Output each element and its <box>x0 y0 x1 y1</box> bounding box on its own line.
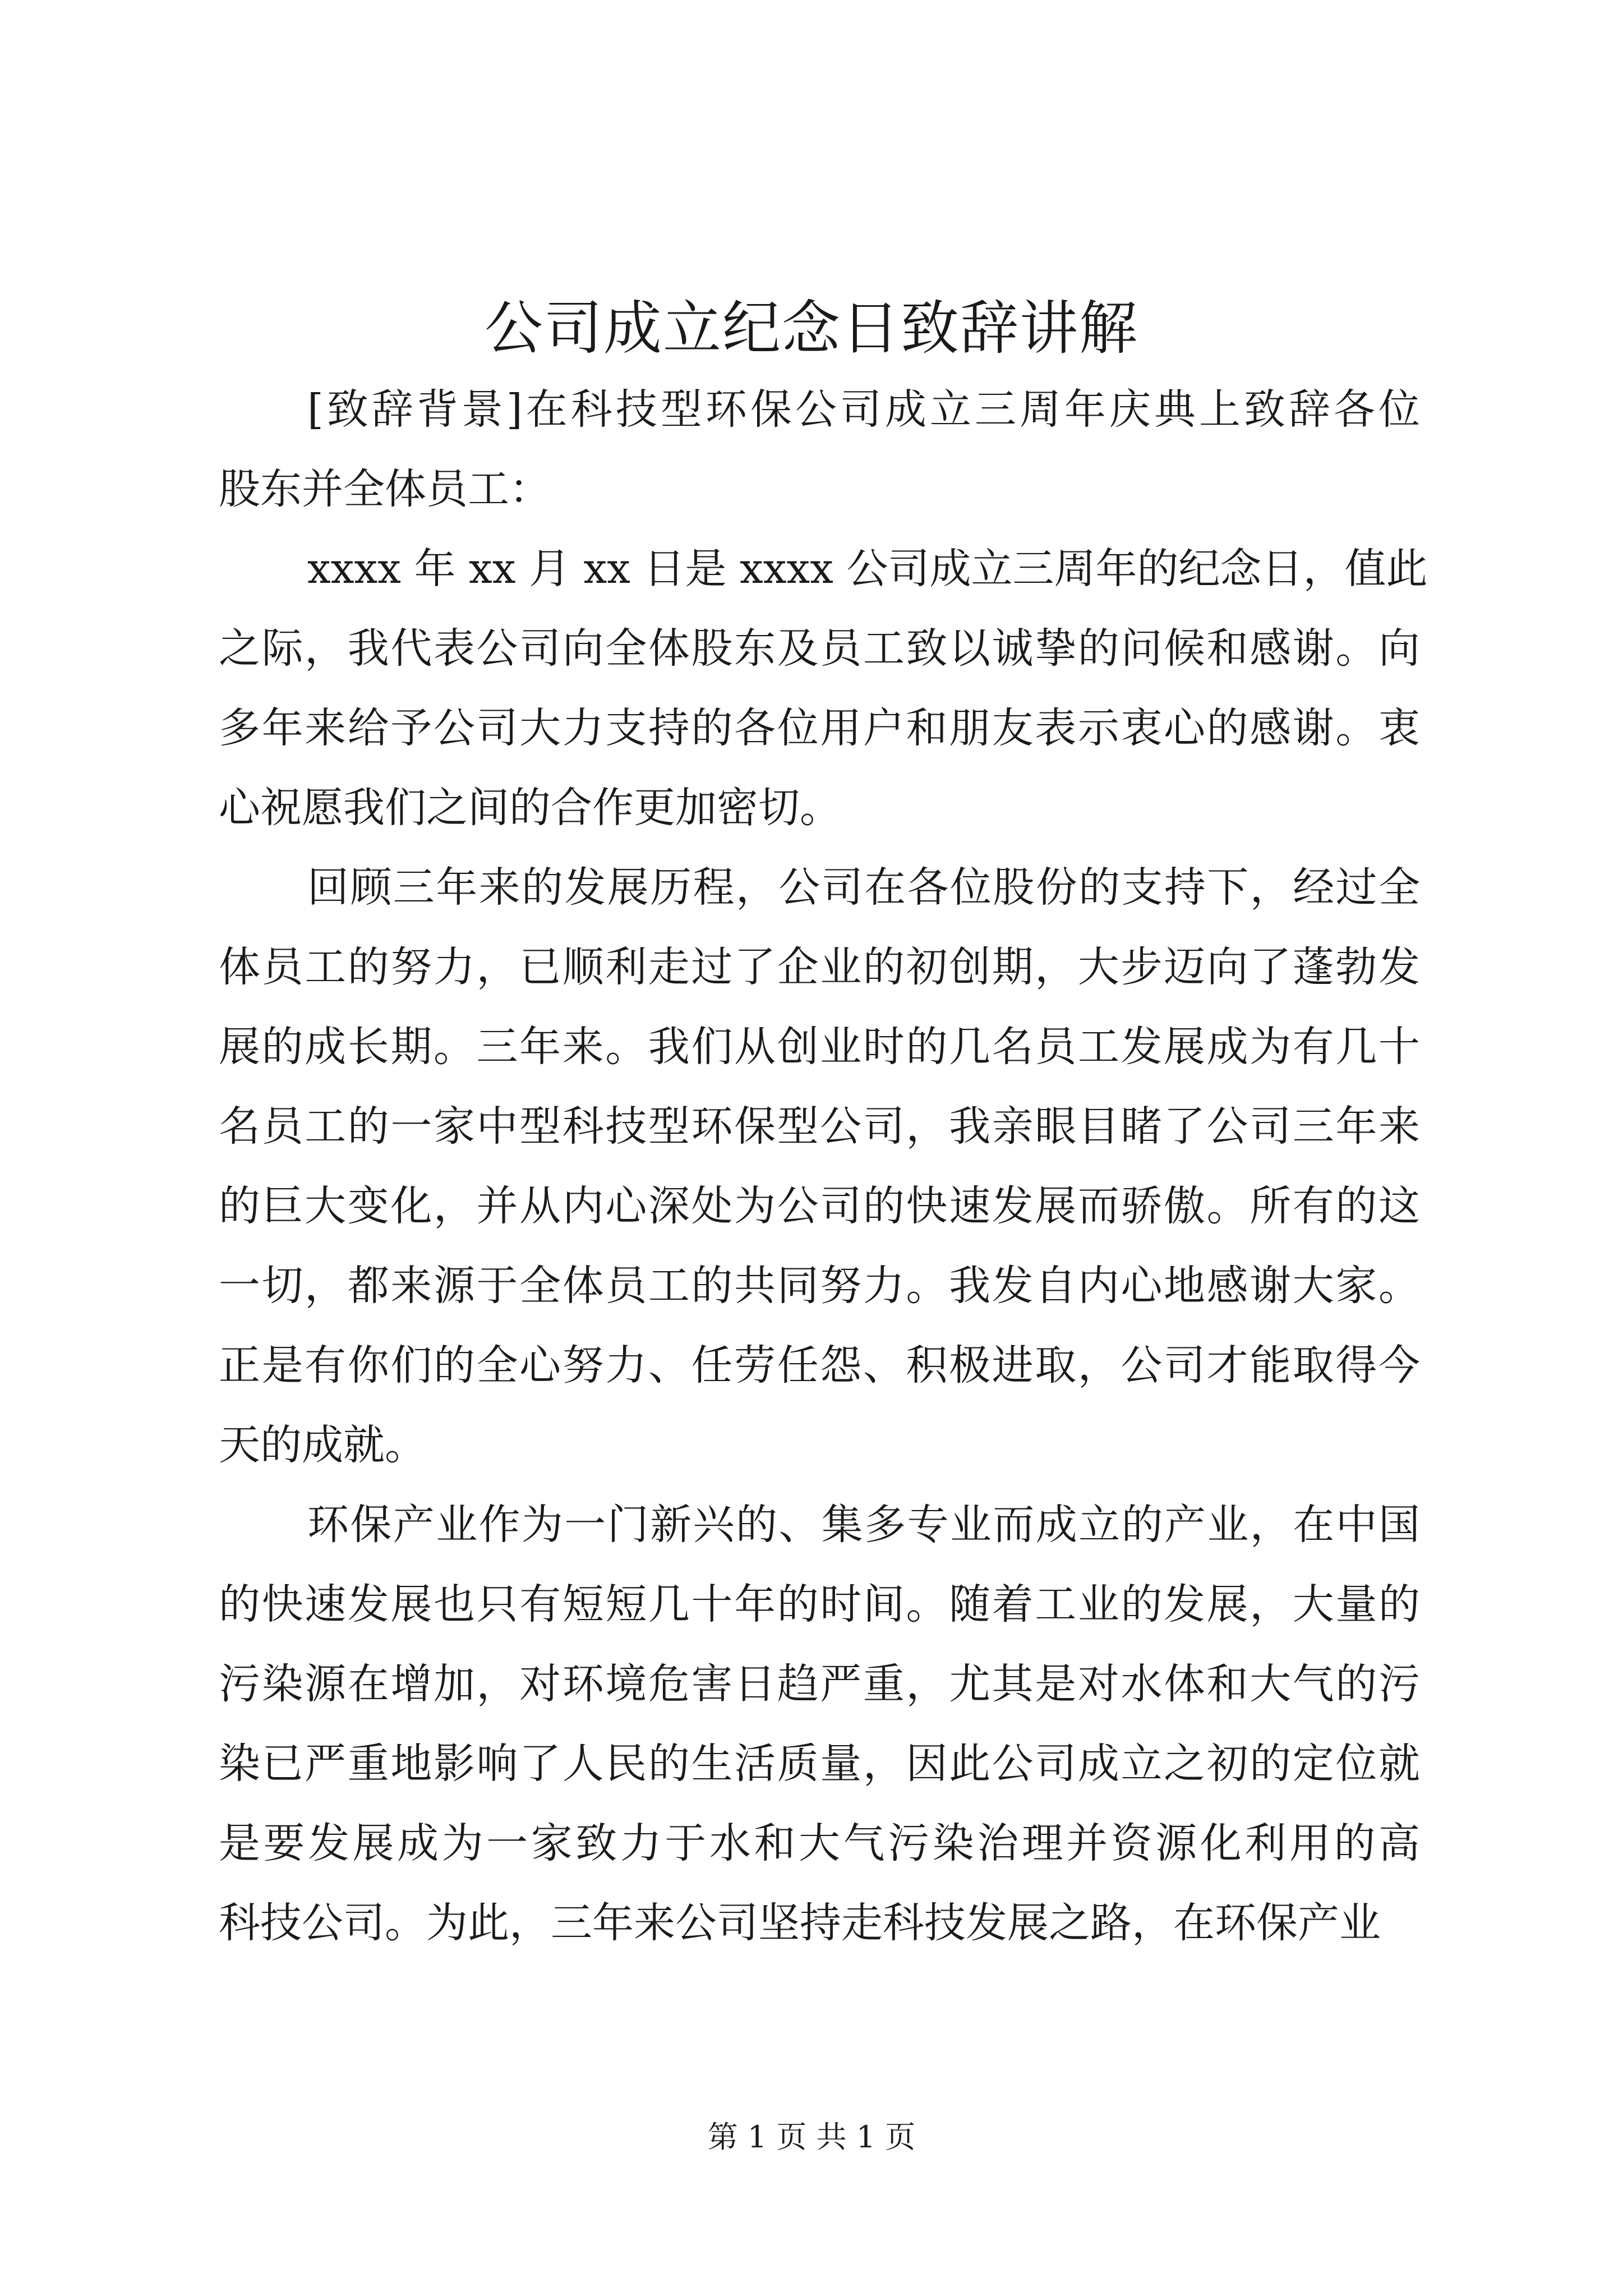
paragraph-line: 科技公司。为此，三年来公司坚持走科技发展之路，在环保产业 <box>219 1899 1381 1947</box>
paragraph-line: 股东并全体员工： <box>219 465 551 513</box>
paragraph-line: 多年来给予公司大力支持的各位用户和朋友表示衷心的感谢。衷 <box>219 704 1420 752</box>
page-footer: 第 1 页 共 1 页 <box>707 2119 916 2155</box>
paragraph-line: 天的成就。 <box>219 1421 426 1469</box>
paragraph-line: 心祝愿我们之间的合作更加密切。 <box>219 784 841 832</box>
paragraph-line: 之际，我代表公司向全体股东及员工致以诚挚的问候和感谢。向 <box>219 624 1420 673</box>
paragraph-line: 的快速发展也只有短短几十年的时间。随着工业的发展，大量的 <box>219 1580 1420 1628</box>
paragraph-line: 一切，都来源于全体员工的共同努力。我发自内心地感谢大家。 <box>219 1262 1420 1310</box>
paragraph-line: 回顾三年来的发展历程，公司在各位股份的支持下，经过全 <box>307 863 1420 912</box>
document-title: 公司成立纪念日致辞讲解 <box>484 294 1138 362</box>
paragraph-line: 正是有你们的全心努力、任劳任怨、积极进取，公司才能取得今 <box>219 1341 1420 1389</box>
paragraph-line: [致辞背景]在科技型环保公司成立三周年庆典上致辞各位 <box>307 385 1420 434</box>
paragraph-line: 污染源在增加，对环境危害日趋严重，尤其是对水体和大气的污 <box>219 1660 1420 1708</box>
paragraph-line: 名员工的一家中型科技型环保型公司，我亲眼目睹了公司三年来 <box>219 1102 1420 1151</box>
paragraph-line: 的巨大变化，并从内心深处为公司的快速发展而骄傲。所有的这 <box>219 1182 1420 1230</box>
paragraph-line: 环保产业作为一门新兴的、集多专业而成立的产业，在中国 <box>307 1501 1420 1549</box>
paragraph-line: xxxx 年 xx 月 xx 日是 xxxx 公司成立三周年的纪念日，值此 <box>307 545 1428 593</box>
paragraph-line: 体员工的努力，已顺利走过了企业的初创期，大步迈向了蓬勃发 <box>219 943 1420 991</box>
paragraph-line: 染已严重地影响了人民的生活质量，因此公司成立之初的定位就 <box>219 1740 1420 1788</box>
paragraph-line: 是要发展成为一家致力于水和大气污染治理并资源化利用的高 <box>219 1819 1420 1867</box>
paragraph-line: 展的成长期。三年来。我们从创业时的几名员工发展成为有几十 <box>219 1023 1420 1071</box>
